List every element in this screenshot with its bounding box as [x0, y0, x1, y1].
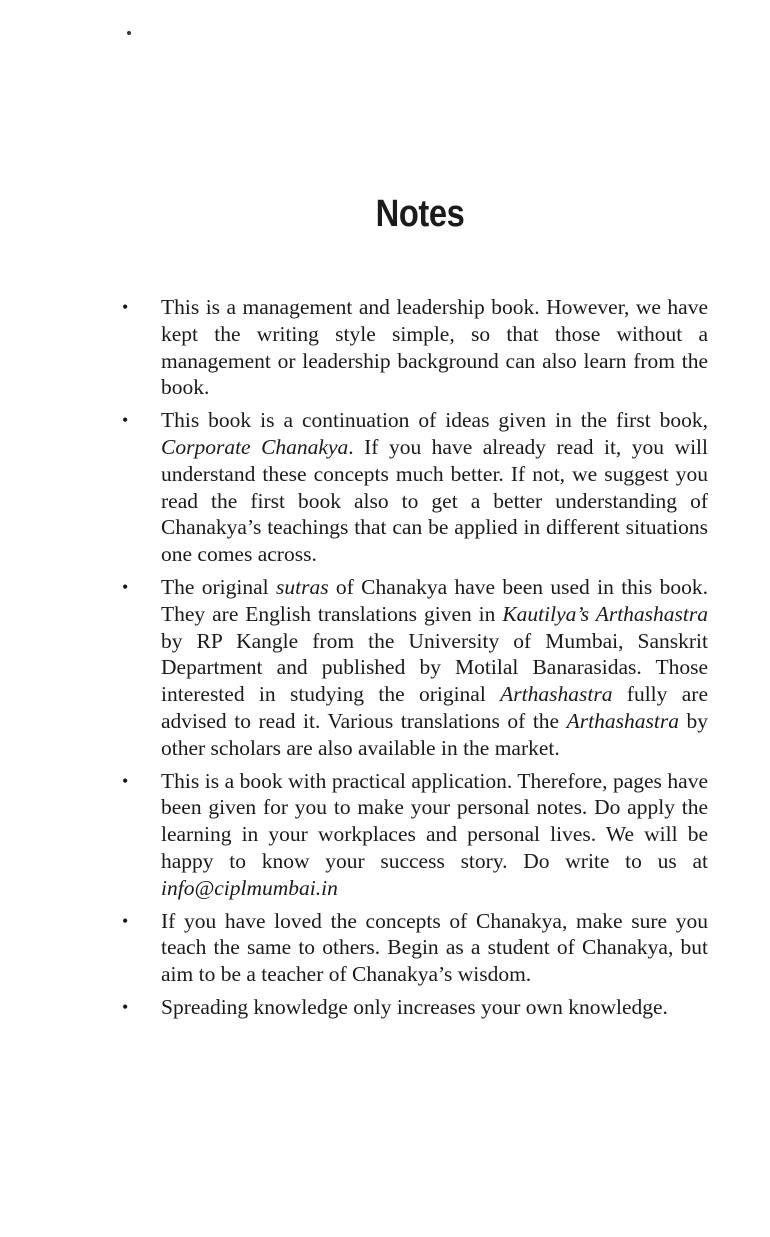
note-text: [161, 909, 708, 987]
note-item: [118, 574, 708, 762]
note-italic-text: Corporate Chanakya: [161, 434, 349, 459]
bullet-icon: •: [122, 770, 129, 791]
notes-list: [118, 294, 708, 1027]
bullet-icon: •: [122, 410, 129, 431]
bullet-icon: •: [122, 996, 129, 1017]
note-text: [161, 995, 668, 1019]
note-text-segment: This is a management and leadership book. However, we have kept the writing style simple, so that those without a management or leadership background can also learn from the book.: [161, 295, 708, 400]
note-italic-text: Arthashastra: [500, 682, 613, 707]
note-text-segment: Spreading knowledge only increases your own knowledge.: [161, 994, 668, 1019]
note-text-segment: If you have loved the concepts of Chanakya, make sure you teach the same to others. Begin as a student of Chanakya, but aim to be a teacher of Chanakya’s wisdom.: [161, 908, 708, 987]
note-text-segment: This is a book with practical application. Therefore, pages have been given for you to make your personal notes. Do apply the learning in your workplaces and personal lives. We will be happy to know your success story. Do write to us at: [161, 768, 708, 873]
note-italic-text: Arthashastra: [566, 708, 679, 733]
note-text-segment: by RP Kangle from the University of Mumbai, Sanskrit Department and published by Motilal Banarasidas. Those interested in studying the original: [161, 628, 708, 707]
note-item: [118, 294, 708, 401]
bullet-icon: •: [122, 576, 129, 597]
note-item: [118, 407, 708, 568]
note-text-segment: This book is a continuation of ideas given in the first book,: [161, 408, 708, 433]
note-text-segment: . If you have already read it, you will understand these concepts much better. If not, we suggest you read the first book also to get a better understanding of Chanakya’s teachings that can be applied in different situations one comes across.: [161, 434, 708, 567]
note-text-segment: of Chanakya have been used in this book. They are English translations given in: [161, 574, 708, 626]
note-text-segment: by other scholars are also available in the market.: [161, 708, 709, 760]
note-italic-text: Kautilya’s Arthashastra: [502, 601, 708, 626]
note-item: [118, 768, 708, 902]
note-text-segment: The original: [161, 574, 276, 599]
note-italic-text: info@ciplmumbai.in: [161, 875, 338, 900]
ink-speck: [127, 31, 131, 35]
bullet-icon: •: [122, 297, 129, 317]
note-item: [118, 994, 708, 1021]
note-text: [161, 575, 708, 760]
facing-page-bleed-through: [470, 98, 730, 174]
page-title: Notes: [375, 193, 465, 236]
note-text: [161, 769, 708, 900]
note-text-segment: fully are advised to read it. Various translations of the: [161, 682, 708, 733]
note-italic-text: sutras: [276, 574, 329, 599]
note-text: [161, 408, 708, 566]
bullet-icon: •: [122, 910, 129, 931]
note-item: [118, 908, 708, 988]
note-text: [161, 295, 708, 399]
